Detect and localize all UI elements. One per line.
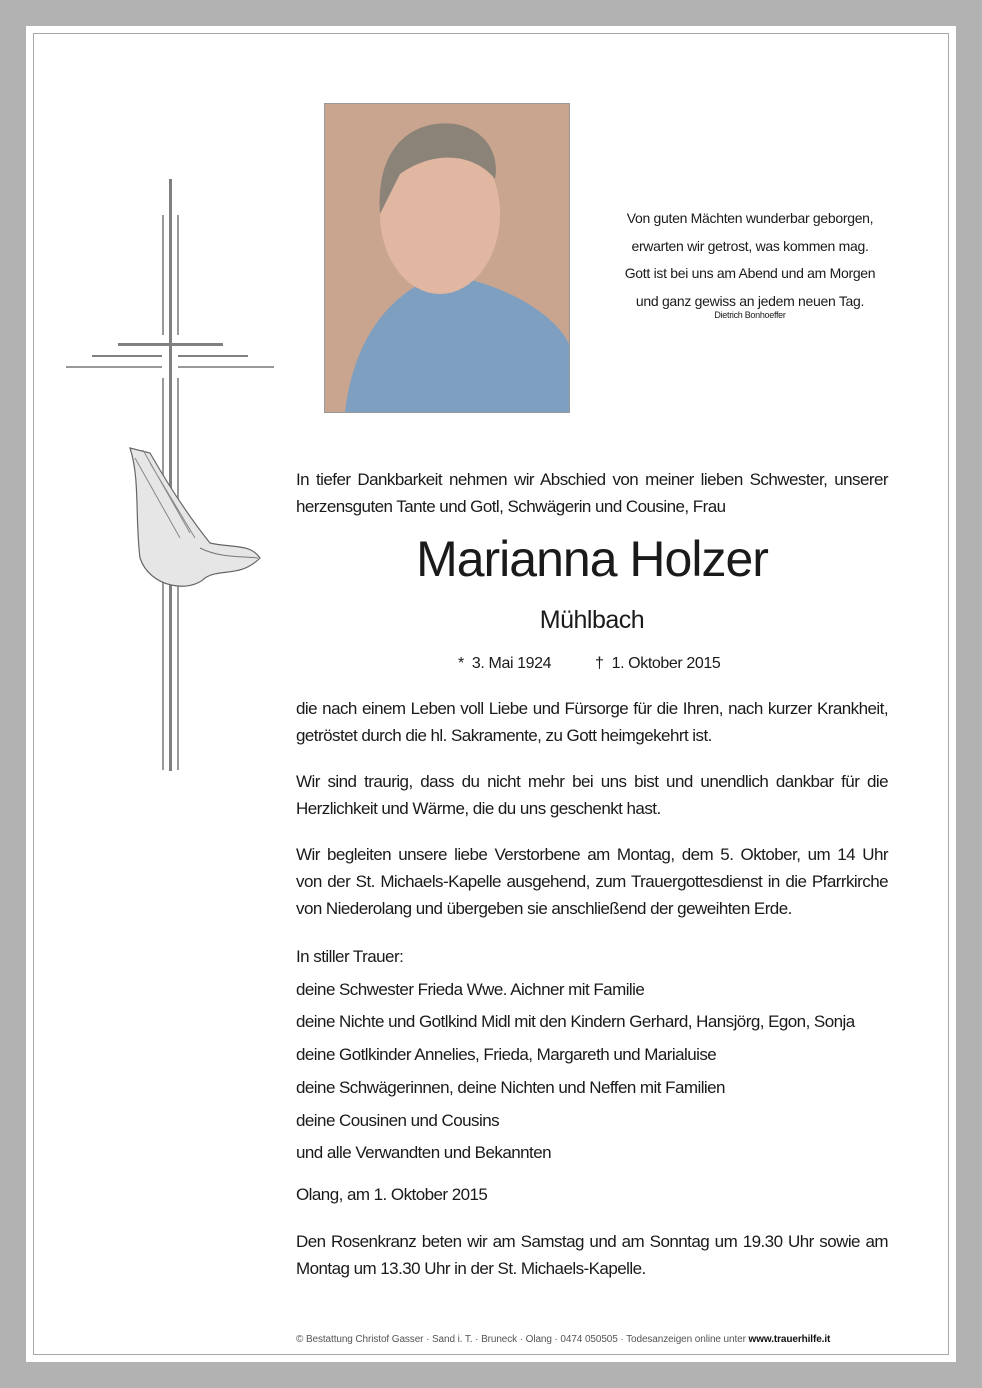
intro-text [296,466,888,520]
footer-text: © Bestattung Christof Gasser · Sand i. T. · Bruneck · Olang · 0474 050505 · Todesanzeigen online unter [296,1334,749,1345]
portrait-photo [324,103,570,413]
text-line: Wir sind traurig, dass du nicht mehr bei uns bist und unendlich dankbar für die [296,772,888,791]
mourners-list [296,941,888,1170]
text-line: Montag um 13.30 Uhr in der St. Michaels-Kapelle. [296,1259,646,1278]
deceased-place: Mühlbach [539,606,645,634]
text-line: Herzlichkeit und Wärme, die du uns geschenkt hast. [296,799,661,818]
birth-symbol: * [458,655,464,672]
mourner-line: und alle Verwandten und Bekannten [296,1143,552,1163]
paragraph-2 [296,768,888,822]
mourner-line: deine Nichte und Gotlkind Midl mit den Kindern Gerhard, Hansjörg, Egon, Sonja [296,1012,855,1032]
text-line: In tiefer Dankbarkeit nehmen wir Abschied von meiner lieben Schwester, unserer [296,470,888,489]
mourner-line: deine Schwägerinnen, deine Nichten und Neffen mit Familien [296,1077,725,1097]
quote-line: Gott ist bei uns am Abend und am Morgen [624,265,876,281]
text-line: von Niederolang und übergeben sie anschließend der geweihten Erde. [296,899,792,918]
quote-line: Von guten Mächten wunderbar geborgen, [626,210,874,226]
mourner-line: deine Gotlkinder Annelies, Frieda, Margareth und Marialuise [296,1045,717,1065]
death-cross-symbol: † [595,655,604,672]
birth-date [458,655,551,673]
text-line: Den Rosenkranz beten wir am Samstag und am Sonntag um 19.30 Uhr sowie am [296,1232,888,1251]
quote-author: Dietrich Bonhoeffer [714,310,786,320]
death-date [595,655,720,673]
text-line: herzensguten Tante und Gotl, Schwägerin und Cousine, Frau [296,497,726,516]
footer-link[interactable]: www.trauerhilfe.it [748,1334,831,1345]
footer [296,1334,830,1345]
paragraph-1 [296,695,888,749]
quote-line: und ganz gewiss an jedem neuen Tag. [635,292,865,309]
quote-line: erwarten wir getrost, was kommen mag. [631,237,869,254]
birth-date-text: 3. Mai 1924 [471,655,552,672]
text-line: Wir begleiten unsere liebe Verstorbene am Montag, dem 5. Oktober, um 14 Uhr [296,845,888,864]
paragraph-3 [296,841,888,922]
deceased-name: Marianna Holzer [416,531,768,587]
text-line: die nach einem Leben voll Liebe und Fürsorge für die Ihren, nach kurzer Krankheit, [296,699,888,718]
praying-hands-icon [110,438,265,598]
mourner-line: deine Schwester Frieda Wwe. Aichner mit Familie [296,979,645,999]
mourners-heading: In stiller Trauer: [296,947,404,966]
text-line: getröstet durch die hl. Sakramente, zu Gott heimgekehrt ist. [296,726,712,745]
death-date-text: 1. Oktober 2015 [611,655,721,672]
mourner-line: deine Cousinen und Cousins [296,1110,500,1130]
text-line: von der St. Michaels-Kapelle ausgehend, zum Trauergottesdienst in die Pfarrkirche [296,872,888,891]
rosary-text [296,1228,888,1282]
date-line: Olang, am 1. Oktober 2015 [296,1185,488,1204]
quote [600,205,900,321]
